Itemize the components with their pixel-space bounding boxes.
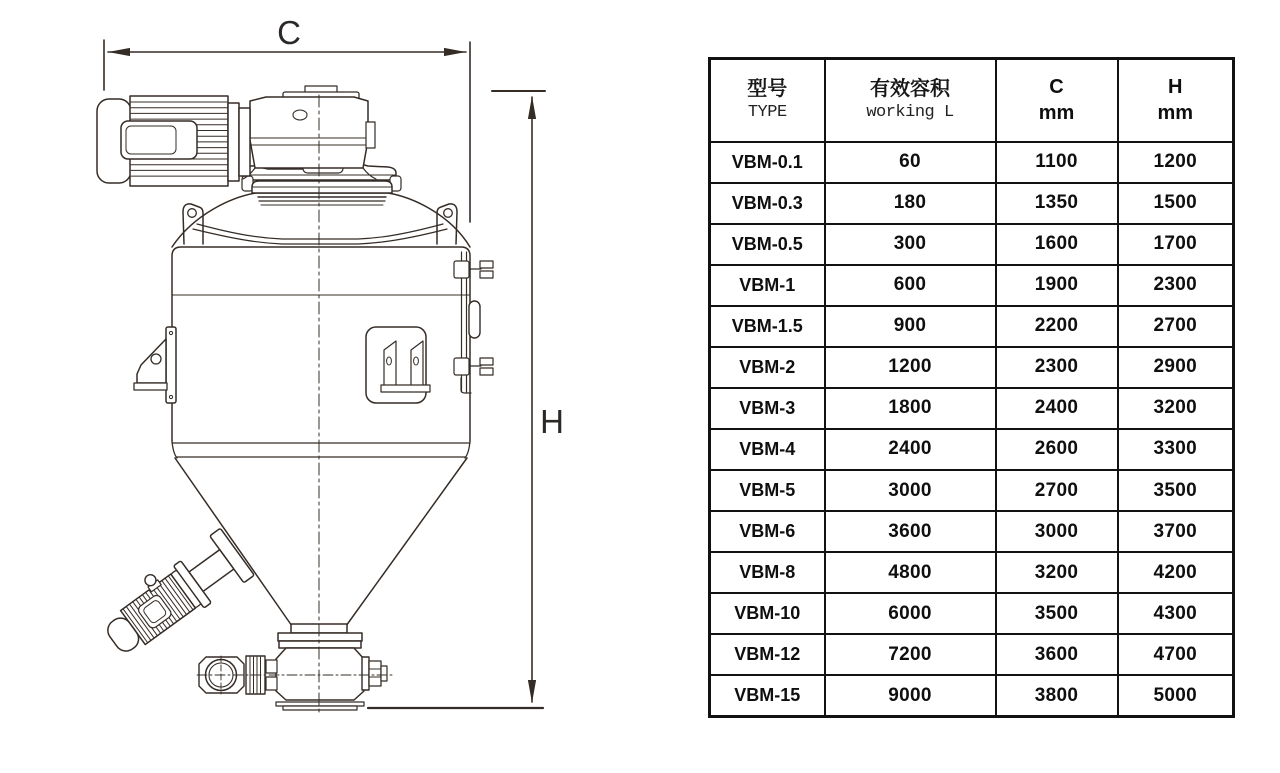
dimension-c-label: C: [277, 14, 301, 51]
cell-working_l: 1800: [825, 388, 996, 429]
cell-type: VBM-0.1: [710, 142, 825, 183]
cell-type: VBM-15: [710, 675, 825, 716]
cell-h_mm: 3700: [1118, 511, 1234, 552]
table-row: [710, 347, 1234, 388]
cell-working_l: 9000: [825, 675, 996, 716]
cell-working_l: 180: [825, 183, 996, 224]
cell-c_mm: 3600: [996, 634, 1118, 675]
cell-working_l: 300: [825, 224, 996, 265]
spec-table-head: [710, 59, 1234, 142]
table-row: [710, 388, 1234, 429]
cell-working_l: 3000: [825, 470, 996, 511]
cell-c_mm: 1600: [996, 224, 1118, 265]
cell-working_l: 4800: [825, 552, 996, 593]
cell-h_mm: 2700: [1118, 306, 1234, 347]
column-header-working_l: [825, 59, 996, 142]
cell-h_mm: 3300: [1118, 429, 1234, 470]
cell-c_mm: 1350: [996, 183, 1118, 224]
cell-working_l: 900: [825, 306, 996, 347]
table-row: [710, 142, 1234, 183]
cell-h_mm: 5000: [1118, 675, 1234, 716]
side-door: [454, 252, 493, 393]
cell-c_mm: 3200: [996, 552, 1118, 593]
cell-h_mm: 1500: [1118, 183, 1234, 224]
spec-table: [708, 57, 1235, 718]
cell-h_mm: 3500: [1118, 470, 1234, 511]
door-handle: [469, 301, 480, 338]
top-motor: [97, 96, 250, 186]
cell-type: VBM-4: [710, 429, 825, 470]
cell-type: VBM-0.5: [710, 224, 825, 265]
cell-type: VBM-5: [710, 470, 825, 511]
spec-table-container: [708, 57, 1235, 718]
cell-h_mm: 2900: [1118, 347, 1234, 388]
cell-c_mm: 1100: [996, 142, 1118, 183]
motor-junction-box: [121, 121, 197, 159]
cell-type: VBM-3: [710, 388, 825, 429]
table-row: [710, 429, 1234, 470]
table-row: [710, 552, 1234, 593]
header-line-bottom: mm: [1157, 102, 1194, 125]
cell-type: VBM-0.3: [710, 183, 825, 224]
lifting-lug-right: [437, 204, 457, 244]
table-row: [710, 470, 1234, 511]
dimension-h-label: H: [540, 403, 564, 440]
cell-h_mm: 3200: [1118, 388, 1234, 429]
cell-working_l: 600: [825, 265, 996, 306]
header-line-top: 型号: [747, 78, 788, 101]
cell-c_mm: 3500: [996, 593, 1118, 634]
table-row: [710, 511, 1234, 552]
door-clamp-top: [454, 261, 493, 278]
cell-working_l: 3600: [825, 511, 996, 552]
column-header-h_mm: [1118, 59, 1234, 142]
cell-h_mm: 2300: [1118, 265, 1234, 306]
cell-c_mm: 1900: [996, 265, 1118, 306]
table-row: [710, 183, 1234, 224]
cell-type: VBM-1: [710, 265, 825, 306]
cell-working_l: 60: [825, 142, 996, 183]
cell-c_mm: 2300: [996, 347, 1118, 388]
cell-h_mm: 4700: [1118, 634, 1234, 675]
column-header-type: [710, 59, 825, 142]
cell-working_l: 1200: [825, 347, 996, 388]
cell-working_l: 6000: [825, 593, 996, 634]
spec-table-body: [710, 142, 1234, 717]
cell-type: VBM-1.5: [710, 306, 825, 347]
side-motor: [94, 525, 255, 665]
cell-c_mm: 2700: [996, 470, 1118, 511]
cell-c_mm: 2400: [996, 388, 1118, 429]
lid-clamp-ring: [242, 164, 401, 205]
cell-c_mm: 3800: [996, 675, 1118, 716]
access-panel: [366, 327, 430, 403]
cell-type: VBM-8: [710, 552, 825, 593]
header-line-top: 有效容积: [870, 78, 950, 101]
mounting-bracket: [134, 327, 176, 403]
cell-working_l: 2400: [825, 429, 996, 470]
valve-body: [276, 648, 364, 700]
cell-h_mm: 1700: [1118, 224, 1234, 265]
cell-type: VBM-10: [710, 593, 825, 634]
cell-type: VBM-12: [710, 634, 825, 675]
table-row: [710, 675, 1234, 716]
cell-c_mm: 2200: [996, 306, 1118, 347]
discharge-valve: [197, 624, 392, 710]
door-clamp-bottom: [454, 358, 493, 393]
cell-c_mm: 2600: [996, 429, 1118, 470]
header-line-bottom: working L: [866, 103, 954, 123]
cell-h_mm: 4200: [1118, 552, 1234, 593]
header-line-bottom: TYPE: [747, 103, 787, 123]
gearbox: [233, 86, 376, 179]
header-line-top: C: [1049, 76, 1064, 99]
cell-type: VBM-6: [710, 511, 825, 552]
valve-outlet-stub: [362, 657, 387, 690]
header-row: [710, 59, 1234, 142]
column-header-c_mm: [996, 59, 1118, 142]
cell-c_mm: 3000: [996, 511, 1118, 552]
table-row: [710, 634, 1234, 675]
table-row: [710, 265, 1234, 306]
cell-working_l: 7200: [825, 634, 996, 675]
table-row: [710, 593, 1234, 634]
motor-adapter-flange: [228, 103, 239, 181]
cell-type: VBM-2: [710, 347, 825, 388]
table-row: [710, 224, 1234, 265]
cell-h_mm: 4300: [1118, 593, 1234, 634]
table-row: [710, 306, 1234, 347]
cell-h_mm: 1200: [1118, 142, 1234, 183]
header-line-bottom: mm: [1038, 102, 1075, 125]
header-line-top: H: [1168, 76, 1183, 99]
